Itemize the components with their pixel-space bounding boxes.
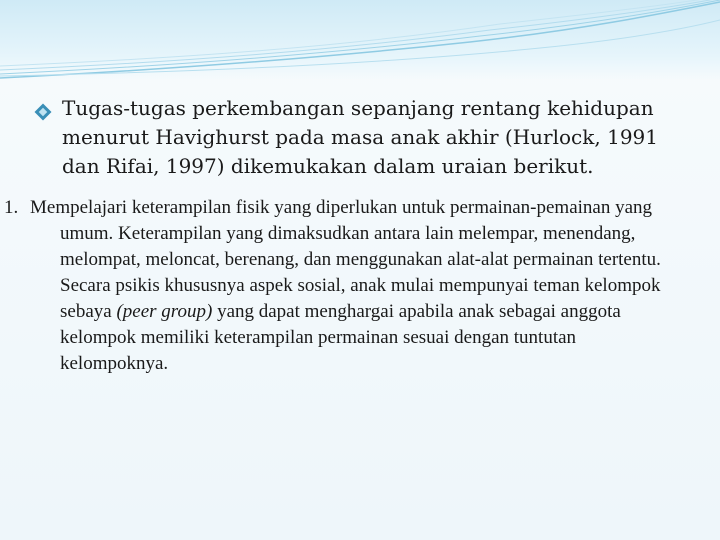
content-area [4, 94, 694, 377]
item-text-end: yang dapat menghargai apabila anak sebagai anggota kelompok memiliki keterampilan permainan sesuai dengan tuntutan kelompoknya. [60, 301, 621, 374]
header-decoration [0, 0, 720, 80]
list-number: 1. [4, 197, 19, 218]
item-text-start: Mempelajari keterampilan fisik yang diperlukan untuk permainan-pemainan yang umum. Keterampilan yang dimaksudkan antara lain melempar, menendang, melompat, meloncat, berenang, dan menggunakan alat-alat permainan tertentu. Secara psikis khususnya aspek sosial, anak mulai mempunyai teman kelompok sebaya [30, 197, 661, 322]
intro-paragraph [34, 94, 694, 181]
diamond-bullet-icon [34, 100, 52, 118]
list-item-1 [4, 195, 694, 377]
intro-text: Tugas-tugas perkembangan sepanjang rentang kehidupan menurut Havighurst pada masa anak akhir (Hurlock, 1991 dan Rifai, 1997) dikemukakan dalam uraian berikut. [62, 96, 658, 178]
item-italic-term: (peer group) [116, 301, 213, 322]
header-wave-lines [0, 0, 720, 80]
